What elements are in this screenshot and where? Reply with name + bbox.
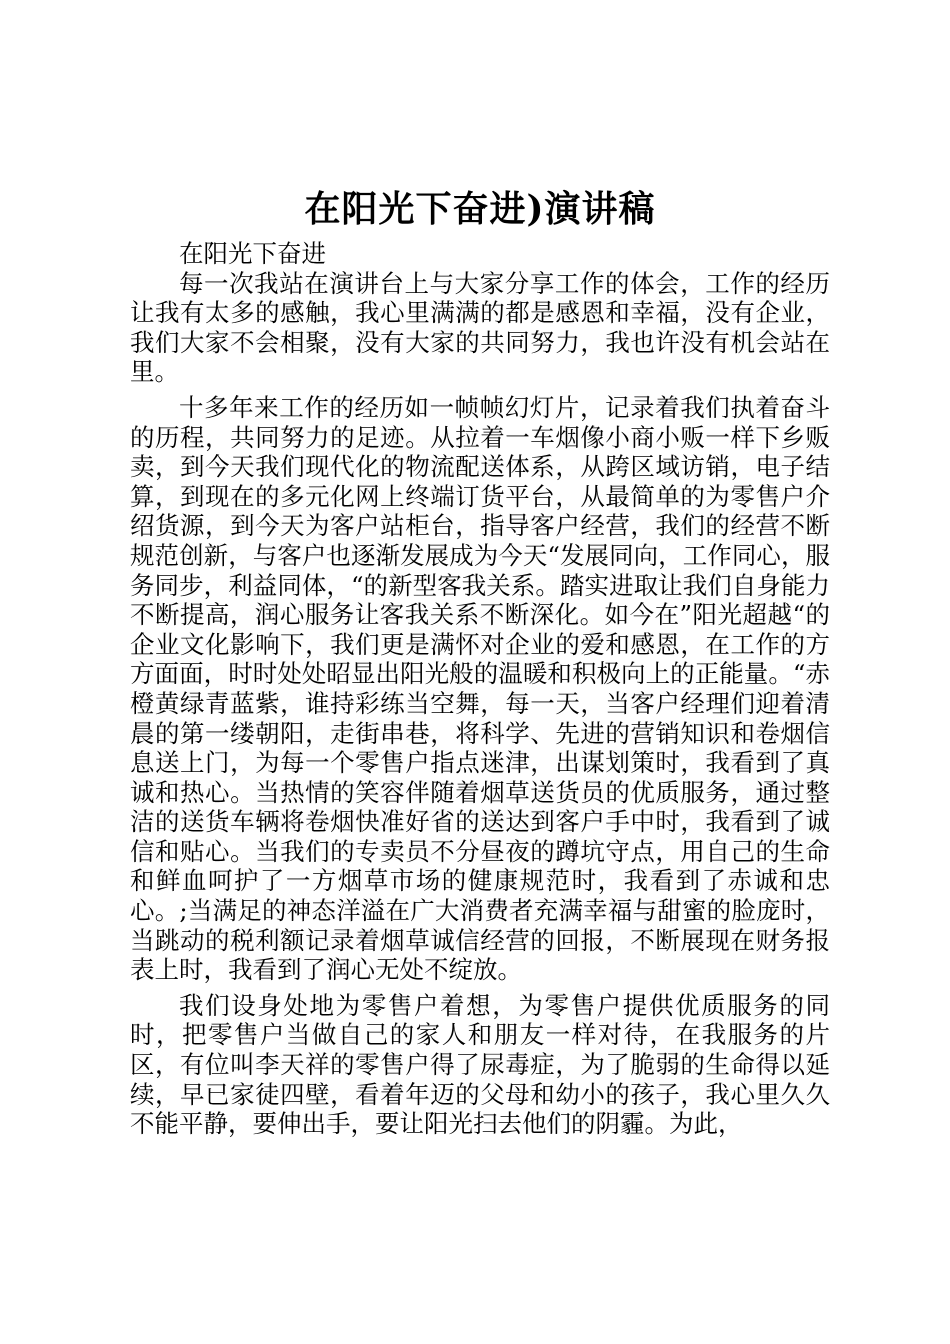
paragraph-1: 每一次我站在演讲台上与大家分享工作的体会，工作的经历让我有太多的感触，我心里满满的都是感恩和幸福，没有企业，我们大家不会相聚，没有大家的共同努力，我也许没有机会站在里。	[130, 268, 830, 387]
document-title: 在阳光下奋进)演讲稿	[304, 188, 656, 230]
paragraph-2: 十多年来工作的经历如一帧帧幻灯片，记录着我们执着奋斗的历程，共同努力的足迹。从拉着一车烟像小商小贩一样下乡贩卖，到今天我们现代化的物流配送体系，从跨区域访销，电子结算，到现在的多元化网上终端订货平台，从最简单的为零售户介绍货源，到今天为客户站柜台，指导客户经营，我们的经营不断规范创新，与客户也逐渐发展成为今天“发展同向，工作同心，服务同步，利益同体，“的新型客我关系。踏实进取让我们自身能力不断提高，润心服务让客我关系不断深化。如今在”阳光超越“的企业文化影响下，我们更是满怀对企业的爱和感恩，在工作的方方面面，时时处处昭显出阳光般的温暖和积极向上的正能量。“赤橙黄绿青蓝紫，谁持彩练当空舞，每一天，当客户经理们迎着清晨的第一缕朝阳，走街串巷，将科学、先进的营销知识和卷烟信息送上门，为每一个零售户指点迷津，出谋划策时，我看到了真诚和热心。当热情的笑容伴随着烟草送货员的优质服务，通过整洁的送货车辆将卷烟快准好省的送达到客户手中时，我看到了诚信和贴心。当我们的专卖员不分昼夜的蹲坑守点，用自己的生命和鲜血呵护了一方烟草市场的健康规范时，我看到了赤诚和忠心。;当满足的神态洋溢在广大消费者充满幸福与甜蜜的脸庞时，当跳动的税利额记录着烟草诚信经营的回报，不断展现在财务报表上时，我看到了润心无处不绽放。	[130, 392, 830, 985]
document-page	[130, 183, 830, 1139]
paragraph-3: 我们设身处地为零售户着想，为零售户提供优质服务的同时，把零售户当做自己的家人和朋友一样对待，在我服务的片区，有位叫李天祥的零售户得了尿毒症，为了脆弱的生命得以延续，早已家徒四壁，看着年迈的父母和幼小的孩子，我心里久久不能平静，要伸出手，要让阳光扫去他们的阴霾。为此，	[130, 990, 830, 1139]
document-subtitle: 在阳光下奋进	[179, 239, 326, 268]
